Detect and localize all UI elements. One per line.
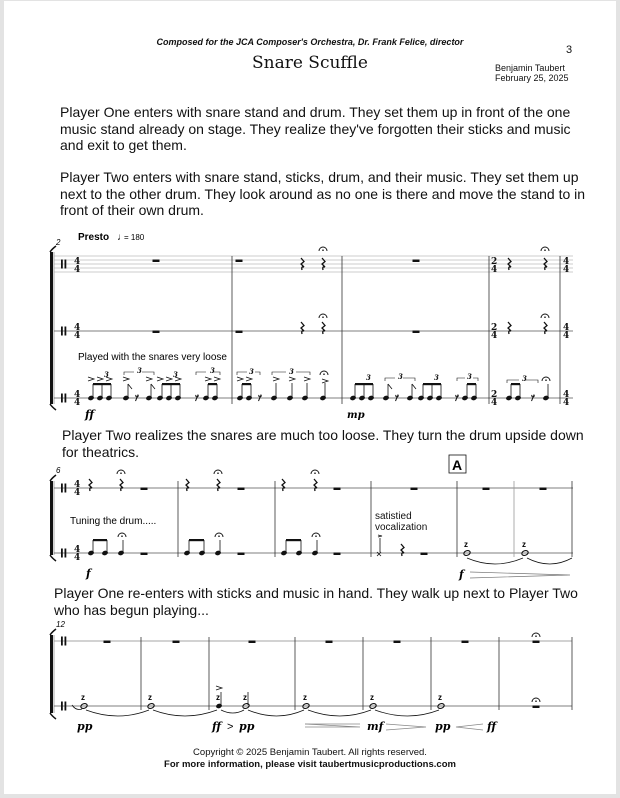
- svg-text:4: 4: [563, 257, 570, 267]
- roll-notes: [72, 686, 540, 716]
- player-one-rests: [104, 633, 541, 643]
- rehearsal-mark: A: [452, 457, 463, 473]
- svg-text:3: 3: [289, 367, 294, 376]
- svg-text:4: 4: [563, 323, 570, 333]
- composition-date: February 25, 2025: [495, 73, 569, 83]
- piece-title: Snare Scuffle: [251, 53, 368, 73]
- expression-text: Played with the snares very loose: [78, 352, 227, 363]
- stage-direction-2: Player Two enters with snare stand, sticks, drum, and their music. They set them up next to the other drum. They look around as no one is there and move the stand to in front of their own drum.: [60, 169, 586, 218]
- svg-text:3: 3: [366, 373, 371, 382]
- svg-text:4: 4: [74, 553, 81, 563]
- dynamic-marking: pp: [435, 720, 451, 733]
- svg-text:2: 2: [491, 390, 498, 400]
- svg-text:3: 3: [137, 366, 142, 375]
- svg-text:3: 3: [210, 366, 215, 375]
- stage-direction-3: Player Two realizes the snares are much too loose. They turn the drum upside down for theatrics.: [62, 427, 584, 460]
- svg-text:4: 4: [74, 398, 81, 408]
- svg-text:3: 3: [467, 372, 472, 381]
- svg-text:4: 4: [74, 331, 81, 341]
- measure-number: 6: [56, 466, 61, 475]
- svg-text:z: z: [438, 693, 442, 702]
- svg-text:4: 4: [563, 265, 570, 275]
- tempo-marking: Presto: [78, 232, 110, 243]
- svg-text:4: 4: [74, 323, 81, 333]
- svg-text:4: 4: [491, 331, 498, 341]
- dedication: Composed for the JCA Composer's Orchestra, Dr. Frank Felice, director: [156, 37, 464, 47]
- footer: [0, 747, 620, 771]
- diminuendo-hairpin: [386, 724, 426, 730]
- system-bracket: [50, 635, 53, 713]
- svg-text:vocalization: vocalization: [375, 522, 428, 533]
- svg-text:4: 4: [563, 390, 570, 400]
- measure-number: 2: [56, 238, 61, 247]
- dynamic-marking: ff: [85, 408, 95, 421]
- svg-text:4: 4: [74, 265, 81, 275]
- svg-text:2: 2: [491, 257, 498, 267]
- svg-text:3: 3: [434, 373, 439, 382]
- composer-name: Benjamin Taubert: [495, 63, 565, 73]
- svg-text:3: 3: [522, 374, 527, 383]
- dynamic-marking: ff: [212, 720, 222, 733]
- svg-text:4: 4: [74, 257, 81, 267]
- svg-text:4: 4: [74, 390, 81, 400]
- tie: [72, 705, 439, 716]
- svg-text:3: 3: [173, 370, 178, 379]
- stage-direction-4: Player One re-enters with sticks and music in hand. They walk up next to Player Two who has begun playing...: [54, 585, 578, 618]
- svg-text:z: z: [243, 693, 247, 702]
- dynamic-marking: ff: [487, 720, 497, 733]
- dynamic-marking: mf: [367, 720, 384, 733]
- svg-text:3: 3: [398, 372, 403, 381]
- dynamic-marking: f: [86, 567, 91, 580]
- barlines: [141, 637, 572, 710]
- svg-text:satistied: satistied: [375, 511, 412, 522]
- stage-direction-1: Player One enters with snare stand and drum. They set them up in front of the one music stand already on stage. They realize they've forgotten their sticks and music and exit to get them.: [60, 104, 571, 153]
- svg-text:z: z: [81, 693, 85, 702]
- svg-text:4: 4: [563, 331, 570, 341]
- svg-text:4: 4: [563, 398, 570, 408]
- svg-text:3: 3: [249, 367, 254, 376]
- tempo-note-icon: ♩: [117, 232, 127, 243]
- svg-text:z: z: [464, 540, 468, 549]
- svg-text:4: 4: [74, 488, 81, 498]
- svg-text:z: z: [522, 540, 526, 549]
- svg-text:4: 4: [491, 265, 498, 275]
- copyright-notice: Copyright © 2025 Benjamin Taubert. All rights reserved.: [193, 747, 427, 758]
- svg-text:4: 4: [74, 545, 81, 555]
- svg-text:4: 4: [491, 398, 498, 408]
- measure-number: 12: [56, 620, 65, 629]
- svg-text:2: 2: [491, 323, 498, 333]
- svg-text:z: z: [148, 693, 152, 702]
- dynamic-marking: pp: [77, 720, 93, 733]
- crescendo-hairpin: [456, 724, 483, 730]
- website-notice: For more information, please visit taubertmusicproductions.com: [164, 759, 456, 770]
- dynamic-marking: f: [459, 568, 464, 581]
- hairpin: [305, 724, 360, 727]
- decrescendo-symbol: >: [227, 721, 234, 733]
- svg-text:z: z: [370, 693, 374, 702]
- dynamic-marking: pp: [239, 720, 255, 733]
- expression-text: Tuning the drum.....: [70, 516, 157, 527]
- dynamic-marking: mp: [347, 410, 365, 421]
- svg-text:z: z: [216, 693, 220, 702]
- page-number: 3: [566, 44, 573, 56]
- svg-text:3: 3: [104, 370, 109, 379]
- svg-text:z: z: [303, 693, 307, 702]
- tempo-bpm: = 180: [124, 233, 145, 242]
- svg-text:4: 4: [74, 480, 81, 490]
